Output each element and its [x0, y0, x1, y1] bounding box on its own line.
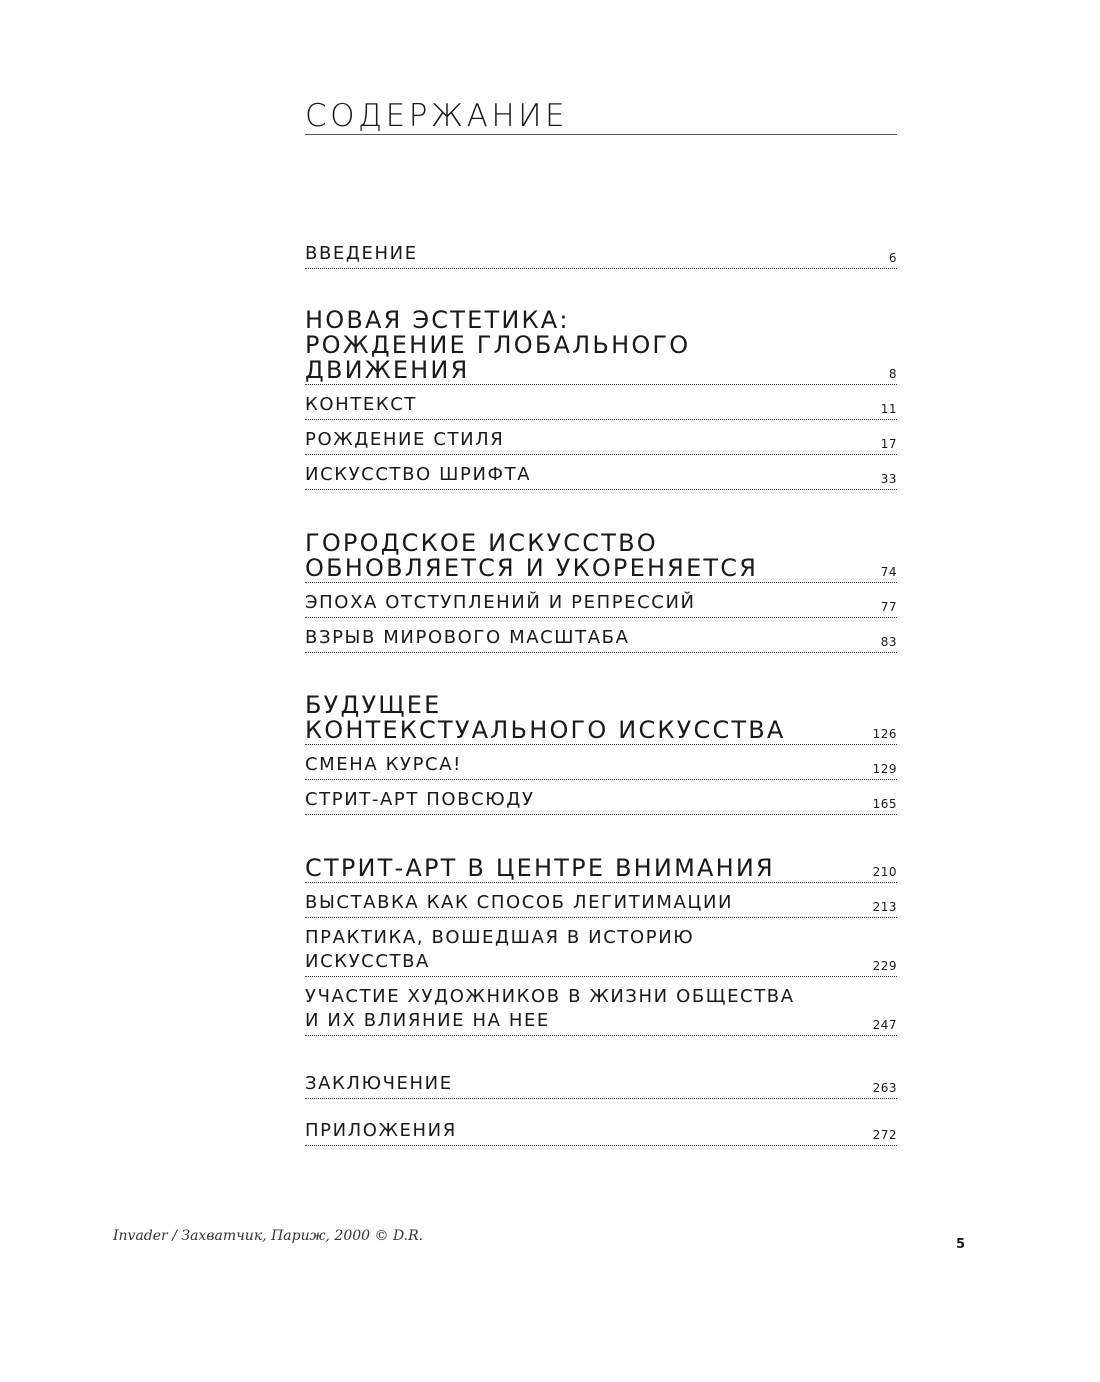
- toc-entry-global-explosion[interactable]: [305, 626, 897, 653]
- toc-entry-page: 213: [872, 900, 897, 914]
- toc-entry-introduction[interactable]: [305, 240, 897, 269]
- toc-entry-artists-participation[interactable]: [305, 985, 897, 1036]
- toc-entry-label: ВЗРЫВ МИРОВОГО МАСШТАБА: [305, 627, 630, 648]
- toc-entry-appendices[interactable]: [305, 1119, 897, 1146]
- toc-entry-page: 77: [880, 600, 897, 614]
- toc-entry-label: СТРИТ-АРТ ПОВСЮДУ: [305, 789, 535, 810]
- toc-entry-label: ИСКУССТВО ШРИФТА: [305, 464, 532, 485]
- toc-entry-context[interactable]: [305, 393, 897, 420]
- toc-entry-art-of-font[interactable]: [305, 463, 897, 490]
- toc-entry-label: СМЕНА КУРСА!: [305, 754, 462, 775]
- toc-entry-label: БУДУЩЕЕ КОНТЕКСТУАЛЬНОГО ИСКУССТВА: [305, 691, 786, 744]
- toc-entry-page: 126: [872, 727, 897, 741]
- toc-entry-page: 11: [880, 402, 897, 416]
- toc-entry-conclusion[interactable]: [305, 1072, 897, 1099]
- toc-entry-page: 17: [880, 437, 897, 451]
- toc-entry-page: 272: [872, 1128, 897, 1142]
- toc-entry-label: НОВАЯ ЭСТЕТИКА: РОЖДЕНИЕ ГЛОБАЛЬНОГО ДВИЖЕНИЯ: [305, 306, 691, 384]
- toc-chapter-urban-art[interactable]: [305, 531, 897, 583]
- toc-entry-label: СТРИТ-АРТ В ЦЕНТРЕ ВНИМАНИЯ: [305, 854, 775, 882]
- toc-entry-page: 33: [880, 472, 897, 486]
- toc-entry-label: РОЖДЕНИЕ СТИЛЯ: [305, 429, 505, 450]
- toc-entry-page: 247: [872, 1018, 897, 1032]
- page-number: 5: [956, 1237, 966, 1252]
- toc-entry-page: 129: [872, 762, 897, 776]
- toc-entry-label: ВВЕДЕНИЕ: [305, 243, 418, 264]
- toc-entry-page: 83: [880, 635, 897, 649]
- toc-entry-label: ЗАКЛЮЧЕНИЕ: [305, 1073, 453, 1094]
- page-title: СОДЕРЖАНИЕ: [305, 96, 897, 135]
- toc-chapter-street-art-spotlight[interactable]: [305, 854, 897, 883]
- toc-entry-page: 8: [888, 367, 897, 381]
- toc-entry-label: ГОРОДСКОЕ ИСКУССТВО ОБНОВЛЯЕТСЯ И УКОРЕНЯЕТСЯ: [305, 529, 759, 582]
- toc-entry-page: 165: [872, 797, 897, 811]
- toc-chapter-future-contextual-art[interactable]: [305, 693, 897, 745]
- toc-entry-practice-in-history[interactable]: [305, 926, 897, 977]
- toc-entry-label: КОНТЕКСТ: [305, 394, 417, 415]
- toc-entry-label: ВЫСТАВКА КАК СПОСОБ ЛЕГИТИМАЦИИ: [305, 892, 734, 913]
- toc-entry-page: 229: [872, 959, 897, 973]
- toc-entry-label: ПРАКТИКА, ВОШЕДШАЯ В ИСТОРИЮ ИСКУССТВА: [305, 927, 695, 972]
- toc-entry-page: 263: [872, 1081, 897, 1095]
- toc-entry-street-art-everywhere[interactable]: [305, 788, 897, 815]
- toc-chapter-new-aesthetics[interactable]: [305, 308, 897, 385]
- toc-entry-retreats-and-repressions[interactable]: [305, 591, 897, 618]
- image-caption: Invader / Захватчик, Париж, 2000 © D.R.: [113, 1228, 424, 1244]
- toc-entry-change-of-course[interactable]: [305, 753, 897, 780]
- toc-entry-label: ЭПОХА ОТСТУПЛЕНИЙ И РЕПРЕССИЙ: [305, 592, 696, 613]
- toc-entry-label: УЧАСТИЕ ХУДОЖНИКОВ В ЖИЗНИ ОБЩЕСТВА И ИХ ВЛИЯНИЕ НА НЕЕ: [305, 986, 795, 1031]
- toc-entry-exhibition-legitimation[interactable]: [305, 891, 897, 918]
- toc-entry-page: 6: [888, 251, 897, 265]
- toc-entry-page: 74: [880, 565, 897, 579]
- toc-entry-birth-of-style[interactable]: [305, 428, 897, 455]
- toc-entry-label: ПРИЛОЖЕНИЯ: [305, 1120, 457, 1141]
- toc-entry-page: 210: [872, 865, 897, 879]
